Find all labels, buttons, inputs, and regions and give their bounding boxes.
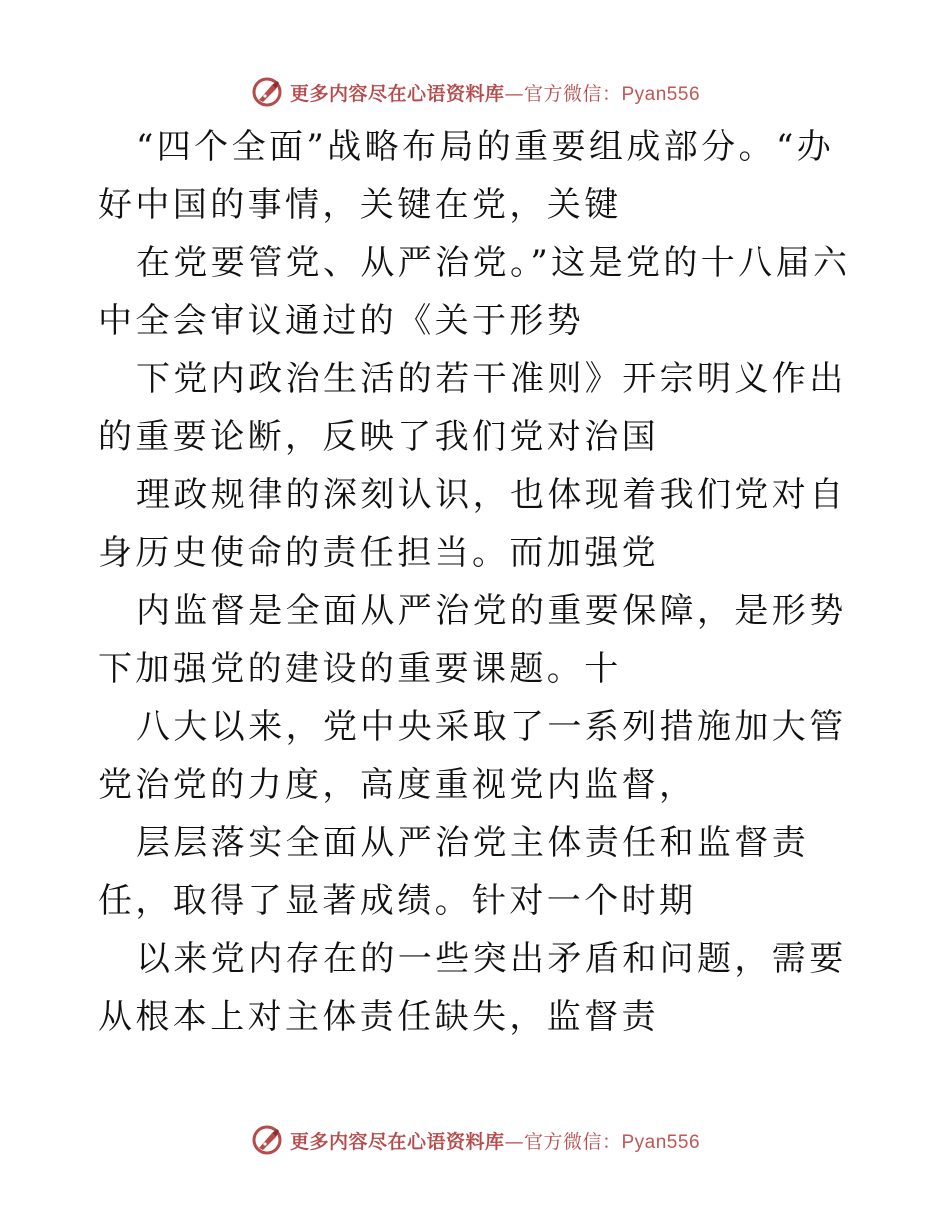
watermark-wechat-label: 官方微信： bbox=[523, 1130, 622, 1153]
body-paragraph: 下党内政治生活的若干准则》开宗明义作出的重要论断，反映了我们党对治国 bbox=[98, 359, 847, 457]
watermark-text bbox=[290, 79, 700, 106]
pen-nib-circle-icon bbox=[250, 75, 284, 109]
document-body bbox=[98, 118, 858, 1046]
watermark-dash: — bbox=[504, 1130, 524, 1153]
watermark-dash: — bbox=[504, 82, 524, 105]
watermark-wechat-id: Pyan556 bbox=[621, 1131, 701, 1153]
watermark-main-text: 更多内容尽在心语资料库 bbox=[289, 82, 505, 105]
body-paragraph: 在党要管党、从严治党。”这是党的十八届六中全会审议通过的《关于形势 bbox=[98, 243, 851, 341]
body-paragraph: 以来党内存在的一些突出矛盾和问题，需要从根本上对主体责任缺失，监督责 bbox=[98, 939, 847, 1037]
watermark-main-text: 更多内容尽在心语资料库 bbox=[289, 1130, 505, 1153]
watermark-text bbox=[290, 1127, 700, 1154]
footer-watermark bbox=[0, 1120, 950, 1160]
watermark-wechat-label: 官方微信： bbox=[523, 82, 622, 105]
body-paragraph: “四个全面”战略布局的重要组成部分。“办好中国的事情，关键在党，关键 bbox=[98, 127, 835, 225]
body-paragraph: 理政规律的深刻认识，也体现着我们党对自身历史使命的责任担当。而加强党 bbox=[98, 475, 847, 573]
watermark-wechat-id: Pyan556 bbox=[621, 83, 701, 105]
body-paragraph: 层层落实全面从严治党主体责任和监督责任，取得了显著成绩。针对一个时期 bbox=[98, 823, 810, 921]
body-paragraph: 内监督是全面从严治党的重要保障，是形势下加强党的建设的重要课题。十 bbox=[98, 591, 847, 689]
header-watermark bbox=[0, 72, 950, 112]
body-paragraph: 八大以来，党中央采取了一系列措施加大管党治党的力度，高度重视党内监督， bbox=[98, 707, 847, 805]
pen-nib-circle-icon bbox=[250, 1123, 284, 1157]
